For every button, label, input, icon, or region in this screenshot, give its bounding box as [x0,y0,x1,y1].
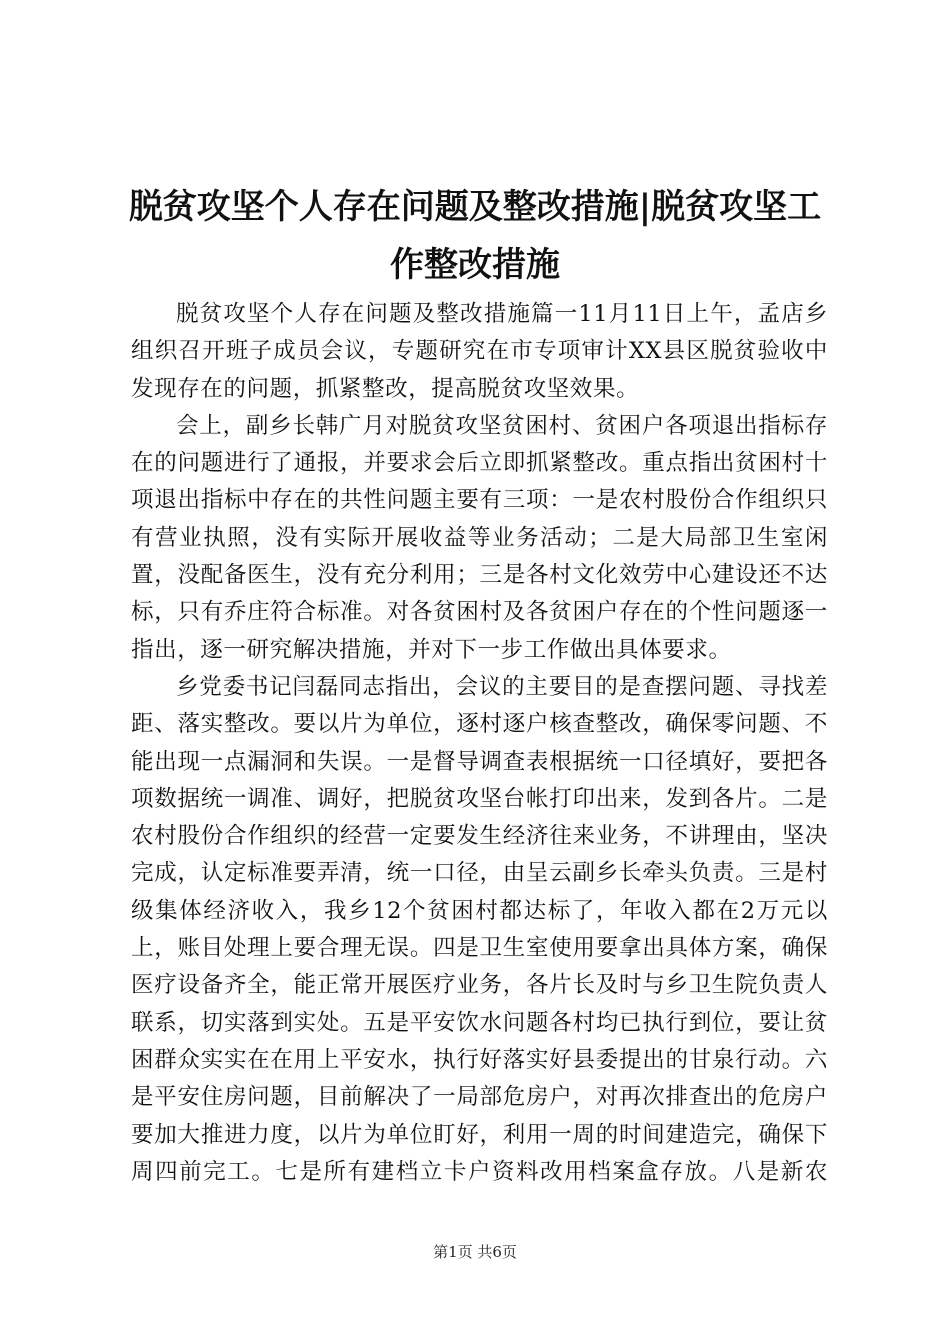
document-title: 脱贫攻坚个人存在问题及整改措施|脱贫攻坚工作整改措施 [128,187,822,285]
page-footer: 第1页 共6页 [433,1243,517,1261]
document-body [131,296,828,1196]
paragraph: 脱贫攻坚个人存在问题及整改措施篇一11月11日上午，孟店乡组织召开班子成员会议，专题研究在市专项审计XX县区脱贫验收中发现存在的问题，抓紧整改，提高脱贫攻坚效果。 [131,301,828,402]
paragraph: 会上，副乡长韩广月对脱贫攻坚贫困村、贫困户各项退出指标存在的问题进行了通报，并要求会后立即抓紧整改。重点指出贫困村十项退出指标中存在的共性问题主要有三项：一是农村股份合作组织只有营业执照，没有实际开展收益等业务活动；二是大局部卫生室闲置，没配备医生，没有充分利用；三是各村文化效劳中心建设还不达标，只有乔庄符合标准。对各贫困村及各贫困户存在的个性问题逐一指出，逐一研究解决措施，并对下一步工作做出具体要求。 [131,412,828,663]
paragraph: 乡党委书记闫磊同志指出，会议的主要目的是查摆问题、寻找差距、落实整改。要以片为单位，逐村逐户核查整改，确保零问题、不能出现一点漏洞和失误。一是督导调查表根据统一口径填好，要把各项数据统一调准、调好，把脱贫攻坚台帐打印出来，发到各片。二是农村股份合作组织的经营一定要发生经济往来业务，不讲理由，坚决完成，认定标准要弄清，统一口径，由呈云副乡长牵头负责。三是村级集体经济收入，我乡12个贫困村都达标了，年收入都在2万元以上，账目处理上要合理无误。四是卫生室使用要拿出具体方案，确保医疗设备齐全，能正常开展医疗业务，各片长及时与乡卫生院负责人联系，切实落到实处。五是平安饮水问题各村均已执行到位，要让贫困群众实实在在用上平安水，执行好落实好县委提出的甘泉行动。六是平安住房问题，目前解决了一局部危房户，对再次排查出的危房户要加大推进力度，以片为单位盯好，利用一周的时间建造完，确保下周四前完工。七是所有建档立卡户资料改用档案盒存放。八是新农 [131,673,828,1185]
